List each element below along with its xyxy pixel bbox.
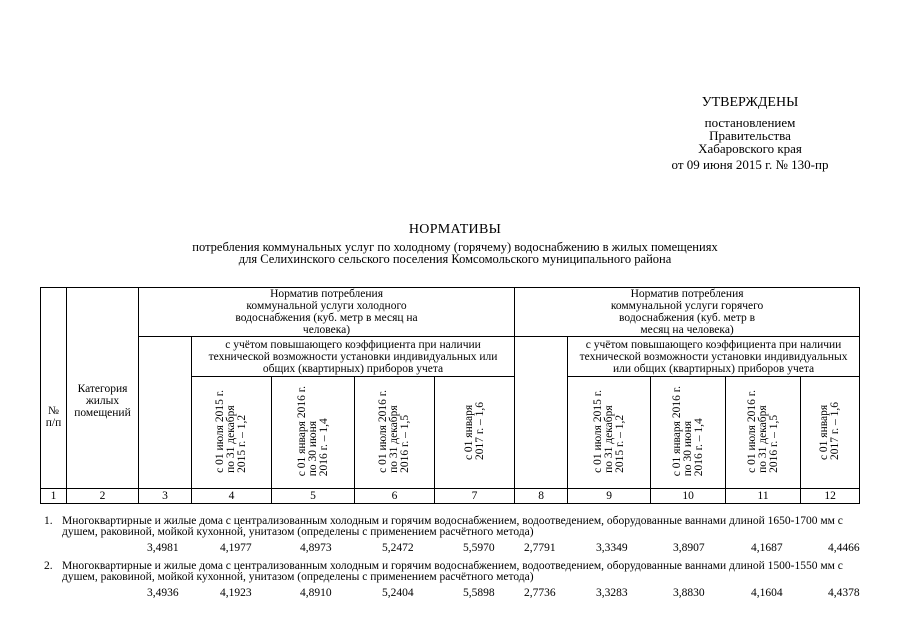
header-cold-period-2 <box>272 377 355 489</box>
column-number-3: 3 <box>139 489 192 504</box>
value-cell: 4,4466 <box>828 542 860 554</box>
value-cell: 4,4378 <box>828 587 860 599</box>
data-row-2 <box>40 561 859 602</box>
value-cell: 5,2404 <box>382 587 414 599</box>
value-cell: 3,8830 <box>673 587 705 599</box>
row-values <box>40 588 859 602</box>
period-label: с 01 января 2016 г. по 30 июня 2016 г. – 1,4 <box>295 385 330 477</box>
data-row-1 <box>40 516 859 557</box>
header-cold-group: Норматив потребления коммунальной услуги холодного водоснабжения (куб. метр в месяц на человека) <box>139 288 515 337</box>
value-cell: 4,1687 <box>751 542 783 554</box>
period-label: с 01 июля 2015 г. по 31 декабря 2015 г. – 1,2 <box>214 389 248 473</box>
header-cold-condition: с учётом повышающего коэффициента при наличии технической возможности установки индивидуальных или общих (квартирных) приборов учета <box>192 337 515 377</box>
header-hot-period-3 <box>726 377 801 489</box>
row-description: 1. Многоквартирные и жилые дома с централизованным холодным и горячим водоснабжением, водоотведением, оборудованные ваннами длиной 1650-1700 мм с душем, раковиной, мойкой кухонной, унитазом (определены с применением расчётного метода) <box>44 515 843 538</box>
period-label: с 01 января 2017 г. – 1,6 <box>818 401 842 461</box>
period-label: с 01 июля 2015 г. по 31 декабря 2015 г. – 1,2 <box>591 389 626 473</box>
header-hot-condition: с учётом повышающего коэффициента при наличии технической возможности установки индивидуальных или общих (квартирных) приборов учета <box>568 337 860 377</box>
header-hot-period-1 <box>568 377 651 489</box>
document-title: НОРМАТИВЫ <box>408 222 502 237</box>
column-number-11: 11 <box>726 489 801 504</box>
column-number-2: 2 <box>67 489 139 504</box>
header-cold-period-3 <box>355 377 435 489</box>
norms-table <box>40 287 860 504</box>
value-cell: 2,7791 <box>524 542 556 554</box>
row-description: 2. Многоквартирные и жилые дома с централизованным холодным и горячим водоснабжением, водоотведением, оборудованные ваннами длиной 1500-1550 мм с душем, раковиной, мойкой кухонной, унитазом (определены с применением расчётного метода) <box>44 560 843 583</box>
row-number: 2. <box>44 560 53 572</box>
header-col-no: № п/п <box>41 288 67 489</box>
value-cell: 3,4936 <box>147 587 179 599</box>
approval-line-3: Хабаровского края <box>698 141 802 156</box>
value-cell: 3,8907 <box>673 542 705 554</box>
value-cell: 4,1977 <box>220 542 252 554</box>
document-subtitle-1: потребления коммунальных услуг по холодному (горячему) водоснабжению в жилых помещениях <box>192 240 718 254</box>
value-cell: 4,1923 <box>220 587 252 599</box>
approval-line-2: Правительства <box>709 128 791 143</box>
header-hot-base <box>515 337 568 489</box>
column-number-10: 10 <box>651 489 726 504</box>
approval-title: УТВЕРЖДЕНЫ <box>701 95 799 110</box>
value-cell: 3,4981 <box>147 542 179 554</box>
value-cell: 5,5970 <box>463 542 495 554</box>
period-label: с 01 июля 2016 г. по 31 декабря 2016 г. – 1,5 <box>745 389 780 473</box>
approval-date: от 09 июня 2015 г. № 130-пр <box>671 157 829 172</box>
period-label: с 01 января 2017 г. – 1,6 <box>462 401 486 461</box>
value-cell: 4,8973 <box>300 542 332 554</box>
value-cell: 5,5898 <box>463 587 495 599</box>
period-label: с 01 января 2016 г. по 30 июня 2016 г. – 1,4 <box>670 385 705 477</box>
document-header <box>60 224 850 265</box>
header-cold-period-4 <box>435 377 515 489</box>
document-subtitle-2: для Селихинского сельского поселения Комсомольского муниципального района <box>238 252 672 266</box>
column-number-5: 5 <box>272 489 355 504</box>
header-hot-group: Норматив потребления коммунальной услуги горячего водоснабжения (куб. метр в месяц на человека) <box>515 288 860 337</box>
value-cell: 3,3349 <box>596 542 628 554</box>
column-number-12: 12 <box>801 489 860 504</box>
column-number-6: 6 <box>355 489 435 504</box>
row-values <box>40 543 859 557</box>
header-col-category: Категория жилых помещений <box>67 288 139 489</box>
value-cell: 2,7736 <box>524 587 556 599</box>
header-hot-period-4 <box>801 377 860 489</box>
row-number: 1. <box>44 515 53 527</box>
value-cell: 4,8910 <box>300 587 332 599</box>
value-cell: 5,2472 <box>382 542 414 554</box>
approval-line-1: постановлением <box>704 115 796 130</box>
approval-block <box>640 96 860 171</box>
column-number-9: 9 <box>568 489 651 504</box>
column-number-8: 8 <box>515 489 568 504</box>
period-label: с 01 июля 2016 г. по 31 декабря 2016 г. – 1,5 <box>377 389 411 473</box>
column-number-4: 4 <box>192 489 272 504</box>
value-cell: 4,1604 <box>751 587 783 599</box>
header-cold-base <box>139 337 192 489</box>
header-hot-period-2 <box>651 377 726 489</box>
value-cell: 3,3283 <box>596 587 628 599</box>
column-number-1: 1 <box>41 489 67 504</box>
header-cold-period-1 <box>192 377 272 489</box>
column-number-7: 7 <box>435 489 515 504</box>
